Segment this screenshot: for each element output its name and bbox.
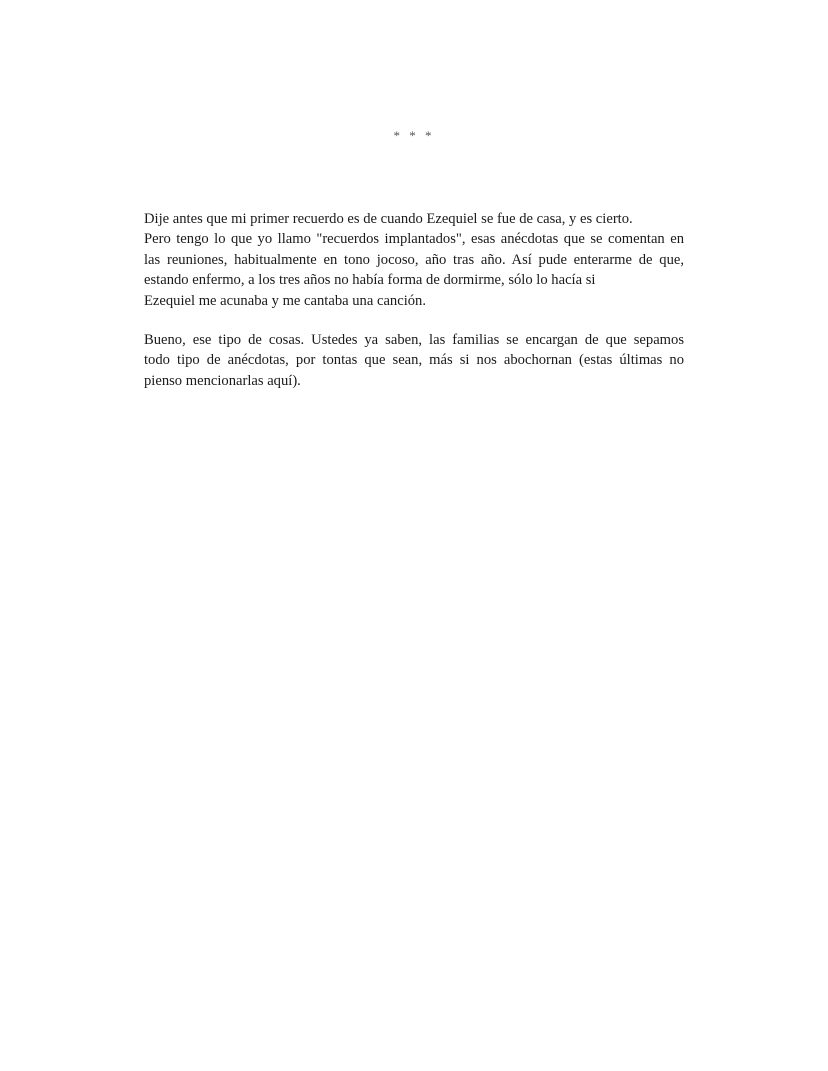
paragraph-1 xyxy=(144,209,684,311)
paragraph-line: Pero tengo lo que yo llamo "recuerdos implantados", esas anécdotas que se comentan en xyxy=(144,231,684,248)
paragraph-2 xyxy=(144,330,684,391)
paragraph-line: las reuniones, habitualmente en tono jocoso, año tras año. Así pude enterarme de que, xyxy=(144,251,684,268)
paragraph-line: estando enfermo, a los tres años no había forma de dormirme, sólo lo hacía si xyxy=(144,272,596,289)
paragraph-line: Ezequiel me acunaba y me cantaba una canción. xyxy=(144,292,426,309)
paragraph-line: todo tipo de anécdotas, por tontas que sean, más si nos abochornan (estas últimas no xyxy=(144,352,684,369)
paragraph-line: Bueno, ese tipo de cosas. Ustedes ya saben, las familias se encargan de que sepamos xyxy=(144,332,684,348)
paragraph-line: pienso mencionarlas aquí). xyxy=(144,372,301,389)
paragraph-line: Dije antes que mi primer recuerdo es de cuando Ezequiel se fue de casa, y es cierto. xyxy=(144,211,633,227)
section-separator: * * * xyxy=(393,128,435,143)
